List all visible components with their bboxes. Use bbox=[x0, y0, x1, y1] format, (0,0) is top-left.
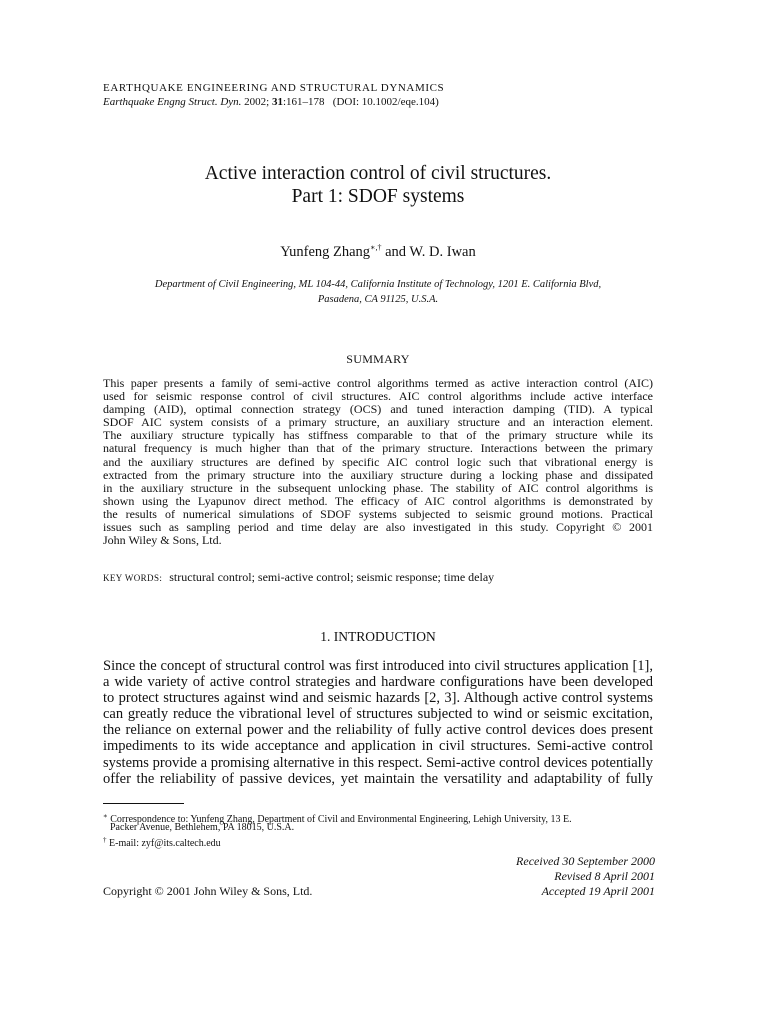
date-revised: Revised 8 April 2001 bbox=[554, 869, 655, 883]
body-line: the reliance on external power and the reliability of fully active control devices does present bbox=[103, 722, 653, 739]
footnote-email-text: E-mail: zyf@its.caltech.edu bbox=[109, 838, 221, 849]
footnote-mark-2: † bbox=[103, 836, 107, 844]
affiliation-line-1: Department of Civil Engineering, ML 104-44, California Institute of Technology, 1201 E. California Blvd, bbox=[154, 279, 602, 290]
journal-year: 2002; bbox=[244, 96, 270, 108]
author-2: W. D. Iwan bbox=[409, 244, 476, 260]
footnote-divider bbox=[103, 803, 184, 804]
paper-title-line-1: Active interaction control of civil structures. bbox=[204, 163, 552, 184]
abstract-line: natural frequency is much higher than that of the primary structure. Interactions between the primary bbox=[103, 441, 653, 456]
body-line: Since the concept of structural control was first introduced into civil structures application [1], bbox=[103, 658, 653, 674]
keywords bbox=[103, 570, 494, 585]
copyright-notice: Copyright © 2001 John Wiley & Sons, Ltd. bbox=[103, 884, 313, 898]
journal-pages: :161–178 bbox=[282, 96, 325, 108]
author-1-marks: ∗,† bbox=[370, 243, 382, 252]
keywords-text: structural control; semi-active control; seismic response; time delay bbox=[169, 570, 495, 584]
body-line: systems provide a promising alternative in this respect. Semi-active control devices potentially bbox=[103, 754, 653, 771]
keywords-label: KEY WORDS: bbox=[103, 573, 163, 583]
abstract-line: damping (AID), optimal connection strategy (OCS) and tuned interaction damping (TID). A typical bbox=[103, 402, 653, 417]
abstract-line: and the auxiliary structures are defined by specific AIC control logic such that vibrational energy is bbox=[103, 454, 653, 469]
footnote-correspondence-line-2: Packer Avenue, Bethlehem, PA 18015, U.S.A. bbox=[110, 822, 295, 833]
journal-volume: 31 bbox=[271, 96, 283, 108]
abstract-line: SDOF AIC system consists of a primary structure, an auxiliary structure and an interaction element. bbox=[103, 415, 653, 430]
body-line: to protect structures against wind and seismic hazards [2, 3]. Although active control systems bbox=[103, 690, 653, 707]
journal-citation bbox=[103, 96, 439, 108]
introduction-heading: 1. INTRODUCTION bbox=[320, 629, 436, 644]
abstract-line: extracted from the primary structure into the auxiliary structure during a locking phase and dissipated bbox=[103, 467, 653, 482]
author-connector: and bbox=[385, 244, 407, 260]
journal-abbrev: Earthquake Engng Struct. Dyn. bbox=[103, 96, 242, 108]
journal-name: EARTHQUAKE ENGINEERING AND STRUCTURAL DYNAMICS bbox=[103, 82, 445, 94]
abstract-line: issues such as sampling period and time delay are also investigated in this study. Copyright © 2001 bbox=[103, 520, 653, 535]
footnote-mark-1: ∗ bbox=[103, 812, 108, 820]
footnote-correspondence-line-1: Correspondence to: Yunfeng Zhang, Department of Civil and Environmental Engineering, Lehigh University, 13 E. bbox=[110, 814, 572, 825]
author-1: Yunfeng Zhang bbox=[280, 244, 371, 260]
date-accepted: Accepted 19 April 2001 bbox=[541, 884, 655, 898]
paper-title-line-2: Part 1: SDOF systems bbox=[291, 186, 465, 207]
abstract-line: the results of numerical simulations of SDOF systems subjected to seismic ground motions. Practical bbox=[103, 506, 653, 521]
affiliation-line-2: Pasadena, CA 91125, U.S.A. bbox=[317, 294, 439, 305]
abstract-line: John Wiley & Sons, Ltd. bbox=[103, 533, 222, 548]
date-received: Received 30 September 2000 bbox=[516, 854, 655, 868]
introduction-text bbox=[103, 658, 653, 787]
body-line: impediments to its wide acceptance and application in civil structures. Semi-active control bbox=[103, 738, 653, 755]
abstract-line: used for seismic response control of civil structures. AIC control algorithms include active interface bbox=[103, 389, 653, 404]
footnote-email bbox=[103, 834, 221, 850]
abstract-line: in the auxiliary structure in the subsequent unlocking phase. The stability of AIC control algorithms is bbox=[103, 480, 653, 495]
author-list bbox=[103, 243, 653, 261]
abstract-line: This paper presents a family of semi-active control algorithms termed as active interaction control (AIC) bbox=[103, 376, 653, 390]
abstract-text bbox=[103, 377, 653, 547]
journal-doi: (DOI: 10.1002/eqe.104) bbox=[332, 96, 439, 108]
abstract-line: shown using the Lyapunov direct method. The efficacy of AIC control algorithms is demonstrated by bbox=[103, 493, 653, 508]
body-line: offer the reliability of passive devices, yet maintain the versatility and adaptability of fully bbox=[103, 770, 653, 787]
body-line: a wide variety of active control strategies and hardware configurations have been developed bbox=[103, 674, 653, 691]
abstract-line: The auxiliary structure typically has stiffness comparable to that of the primary structure while its bbox=[103, 428, 653, 443]
body-line: can greatly reduce the vibrational level of structures subjected to wind or seismic excitation, bbox=[103, 706, 653, 723]
summary-heading: SUMMARY bbox=[346, 352, 410, 366]
